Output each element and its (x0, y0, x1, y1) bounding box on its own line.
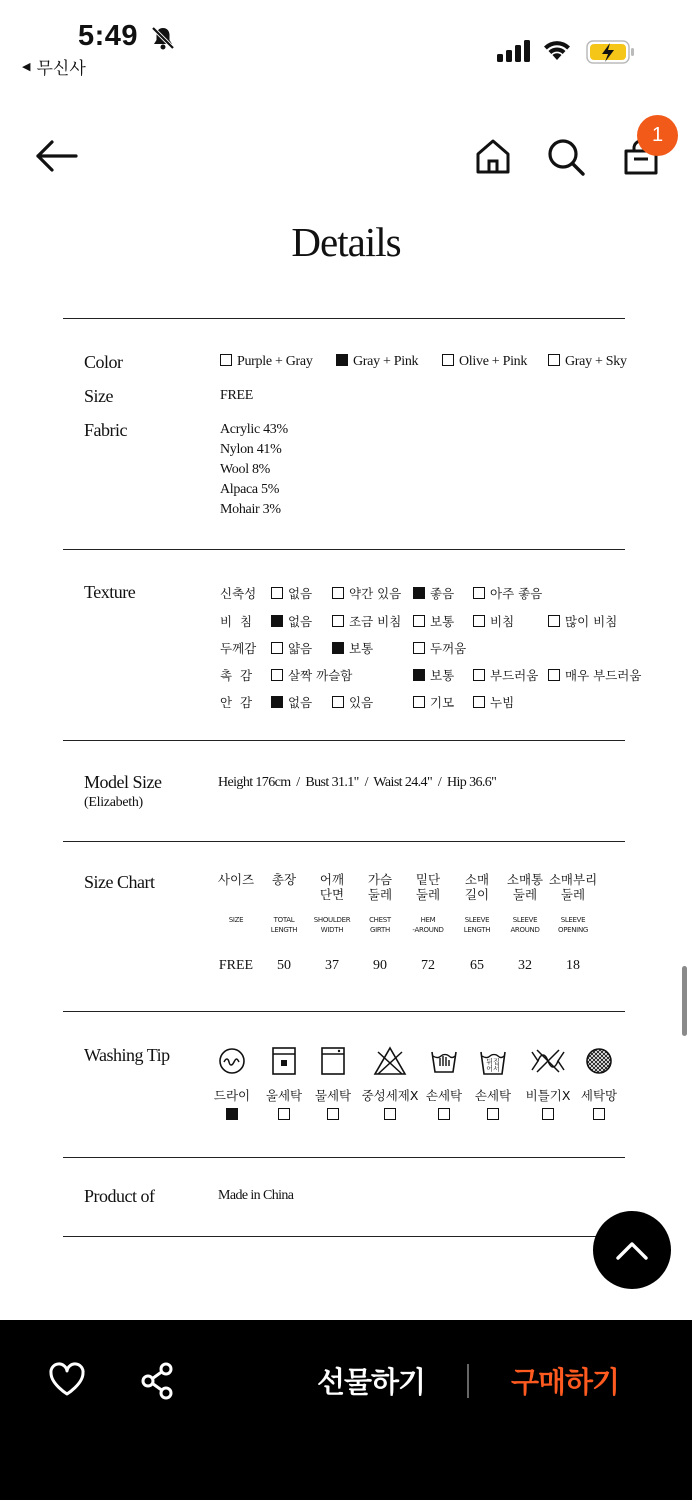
wifi-icon (541, 38, 573, 66)
size-chart-header-en: TOTAL LENGTH (270, 916, 298, 934)
status-time: 5:49 (78, 20, 139, 52)
texture-option-label: 많이 비침 (565, 614, 618, 629)
size-chart-header-ko: 소매통 둘레 (506, 872, 544, 902)
texture-checkbox[interactable] (332, 696, 344, 708)
size-chart-value: 50 (277, 958, 291, 973)
color-checkbox-1[interactable] (336, 354, 348, 366)
size-chart-header-en: HEM -AROUND (412, 916, 444, 934)
size-chart-header-en: SLEEVE OPENING (557, 916, 588, 934)
texture-option[interactable] (271, 584, 312, 602)
texture-option-label: 없음 (288, 695, 313, 710)
texture-option-label: 아주 좋음 (490, 586, 543, 601)
size-chart-header-ko: 밑단 둘레 (415, 872, 441, 902)
texture-label: Texture (84, 582, 136, 602)
size-chart-header-en: SLEEVE AROUND (510, 916, 540, 934)
color-label: Color (84, 352, 123, 372)
fabric-item: Mohair 3% (220, 502, 281, 517)
texture-option[interactable] (548, 612, 617, 630)
washing-tip-checkbox[interactable] (564, 1108, 634, 1120)
fabric-item: Nylon 41% (220, 442, 282, 457)
fabric-item: Wool 8% (220, 462, 271, 477)
texture-checkbox[interactable] (413, 642, 425, 654)
home-icon[interactable] (474, 137, 512, 179)
like-heart-icon[interactable] (48, 1362, 86, 1402)
battery-charging-icon (586, 40, 636, 68)
size-chart-header-ko: 가슴 둘레 (367, 872, 393, 902)
texture-option-label: 얇음 (288, 641, 313, 656)
texture-option-label: 없음 (288, 614, 313, 629)
color-checkbox-3[interactable] (548, 354, 560, 366)
texture-checkbox[interactable] (332, 642, 344, 654)
texture-checkbox[interactable] (473, 696, 485, 708)
checkbox[interactable] (327, 1108, 339, 1120)
checkbox[interactable] (542, 1108, 554, 1120)
buy-button-label: 구매하기 (510, 1365, 620, 1399)
checkbox[interactable] (278, 1108, 290, 1120)
buy-button[interactable] (490, 1360, 640, 1401)
product-of-value: Made in China (218, 1188, 294, 1203)
size-chart-value: FREE (218, 958, 254, 973)
laundry-net-icon (564, 1046, 634, 1078)
texture-option[interactable] (413, 584, 454, 602)
texture-row-label: 촉 감 (220, 668, 253, 683)
color-option-label: Gray + Pink (353, 354, 419, 369)
texture-option[interactable] (332, 612, 401, 630)
size-chart-header-en: CHEST GIRTH (369, 916, 391, 934)
back-triangle-icon: ◀ (22, 60, 31, 73)
texture-option[interactable] (413, 693, 454, 711)
model-name: (Elizabeth) (84, 795, 143, 810)
divider (63, 1236, 625, 1237)
size-chart-value: 37 (325, 958, 339, 973)
svg-text:뒤집: 뒤집 (486, 1058, 500, 1066)
texture-checkbox[interactable] (271, 615, 283, 627)
texture-checkbox[interactable] (271, 696, 283, 708)
washing-tip-label-item: 손세탁 (425, 1088, 463, 1103)
size-chart-label: Size Chart (84, 872, 155, 892)
size-chart-header-ko: 총장 (271, 872, 297, 887)
washing-tip-label-item: 손세탁 (474, 1088, 512, 1103)
texture-option-label: 보통 (349, 641, 374, 656)
texture-option-label: 매우 부드러움 (565, 668, 642, 683)
checkbox[interactable] (487, 1108, 499, 1120)
texture-option[interactable] (332, 584, 401, 602)
scrollbar-thumb[interactable] (682, 966, 687, 1036)
size-chart-value: 32 (518, 958, 532, 973)
bottom-action-bar (0, 1320, 692, 1500)
color-checkbox-2[interactable] (442, 354, 454, 366)
texture-option-label: 좋음 (430, 586, 455, 601)
cart-count-text: 1 (651, 124, 664, 146)
texture-checkbox[interactable] (271, 642, 283, 654)
texture-option[interactable] (473, 584, 542, 602)
back-to-app-link[interactable] (22, 54, 86, 79)
size-chart-header-ko: 사이즈 (217, 872, 255, 887)
size-value: FREE (220, 388, 254, 403)
texture-option[interactable] (271, 693, 312, 711)
washing-tip-label-item: 중성세제X (361, 1088, 419, 1103)
washing-tip-label-item: 세탁망 (580, 1088, 618, 1103)
fabric-item: Acrylic 43% (220, 422, 288, 437)
texture-option-label: 없음 (288, 586, 313, 601)
page-title: Details (291, 219, 401, 265)
color-option-label: Purple + Gray (237, 354, 313, 369)
model-size-label: Model Size (84, 772, 162, 792)
size-chart-value: 65 (470, 958, 484, 973)
texture-option[interactable] (271, 639, 312, 657)
product-of-label: Product of (84, 1186, 155, 1206)
texture-option-label: 조금 비침 (349, 614, 402, 629)
divider (63, 1011, 625, 1012)
gift-button-label: 선물하기 (316, 1365, 426, 1399)
texture-option-label: 있음 (349, 695, 374, 710)
texture-checkbox[interactable] (548, 669, 560, 681)
scroll-top-button[interactable] (593, 1211, 671, 1289)
checkbox[interactable] (593, 1108, 605, 1120)
action-divider (467, 1364, 469, 1398)
texture-checkbox[interactable] (413, 587, 425, 599)
size-chart-value: 18 (566, 958, 580, 973)
size-chart-header-ko: 어깨 단면 (319, 872, 345, 902)
texture-checkbox[interactable] (413, 615, 425, 627)
color-option-gray-sky[interactable] (548, 354, 627, 370)
cart-count-badge (637, 115, 678, 156)
size-chart-header-en: SHOULDER WIDTH (313, 916, 351, 934)
texture-option[interactable] (413, 639, 466, 657)
divider (63, 841, 625, 842)
checkbox[interactable] (384, 1108, 396, 1120)
fabric-item: Alpaca 5% (220, 482, 280, 497)
size-chart-header-en: SLEEVE LENGTH (463, 916, 491, 934)
texture-option-label: 보통 (430, 668, 455, 683)
texture-checkbox[interactable] (332, 587, 344, 599)
color-option-purple-gray[interactable] (220, 354, 313, 370)
texture-option-label: 누빔 (490, 695, 515, 710)
color-option-label: Gray + Sky (565, 354, 627, 369)
texture-checkbox[interactable] (413, 669, 425, 681)
fabric-label: Fabric (84, 420, 127, 440)
texture-checkbox[interactable] (548, 615, 560, 627)
washing-tip-label-item: 물세탁 (314, 1088, 352, 1103)
texture-option[interactable] (473, 666, 538, 684)
model-measurements: Height 176cm / Bust 31.1" / Waist 24.4" / Hip 36.6" (218, 775, 497, 790)
texture-checkbox[interactable] (271, 669, 283, 681)
texture-option-label: 보통 (430, 614, 455, 629)
texture-checkbox[interactable] (413, 696, 425, 708)
texture-option[interactable] (548, 666, 641, 684)
texture-option[interactable] (271, 612, 312, 630)
divider (63, 740, 625, 741)
texture-checkbox[interactable] (473, 669, 485, 681)
texture-option-label: 비침 (490, 614, 515, 629)
texture-option-label: 약간 있음 (349, 586, 402, 601)
color-option-gray-pink[interactable] (336, 354, 418, 370)
texture-row-label: 비 침 (220, 614, 253, 629)
texture-checkbox[interactable] (271, 587, 283, 599)
texture-option-label: 기모 (430, 695, 455, 710)
checkbox[interactable] (226, 1108, 238, 1120)
texture-option-label: 살짝 까슬함 (288, 668, 353, 683)
washing-tip-label: Washing Tip (84, 1045, 170, 1065)
gift-button[interactable] (296, 1360, 446, 1401)
divider (63, 1157, 625, 1158)
mute-bell-icon (150, 25, 176, 55)
size-chart-value: 90 (373, 958, 387, 973)
chevron-up-icon (615, 1239, 649, 1261)
texture-checkbox[interactable] (473, 587, 485, 599)
washing-tip-label-item: 드라이 (213, 1088, 251, 1103)
washing-tip-label-item: 비틀기X (525, 1088, 571, 1103)
texture-option-label: 부드러움 (490, 668, 539, 683)
color-option-label: Olive + Pink (459, 354, 528, 369)
checkbox[interactable] (438, 1108, 450, 1120)
search-icon[interactable] (546, 137, 586, 181)
divider (63, 318, 625, 319)
back-arrow-icon[interactable] (34, 138, 78, 178)
texture-option[interactable] (473, 612, 514, 630)
size-chart-value: 72 (421, 958, 435, 973)
back-app-label: 무신사 (36, 59, 86, 79)
texture-option[interactable] (413, 666, 454, 684)
texture-checkbox[interactable] (332, 615, 344, 627)
texture-option[interactable] (332, 639, 373, 657)
share-icon[interactable] (140, 1362, 176, 1404)
texture-row-label: 두께감 (220, 641, 257, 656)
size-chart-header-en: SIZE (228, 916, 244, 924)
texture-option[interactable] (271, 666, 352, 684)
texture-option[interactable] (413, 612, 454, 630)
washing-tip-label-item: 울세탁 (265, 1088, 303, 1103)
size-label: Size (84, 386, 113, 406)
signal-icon (497, 40, 531, 66)
texture-option[interactable] (473, 693, 514, 711)
size-chart-header-ko: 소매 길이 (464, 872, 490, 902)
texture-checkbox[interactable] (473, 615, 485, 627)
texture-option[interactable] (332, 693, 373, 711)
texture-option-label: 두꺼움 (430, 641, 467, 656)
size-chart-header-ko: 소매부리 둘레 (548, 872, 598, 902)
divider (63, 549, 625, 550)
status-bar (0, 0, 692, 80)
svg-text:어서: 어서 (486, 1065, 500, 1073)
texture-row-label: 안 감 (220, 695, 253, 710)
color-option-olive-pink[interactable] (442, 354, 527, 370)
color-checkbox-0[interactable] (220, 354, 232, 366)
texture-row-label: 신축성 (220, 586, 257, 601)
